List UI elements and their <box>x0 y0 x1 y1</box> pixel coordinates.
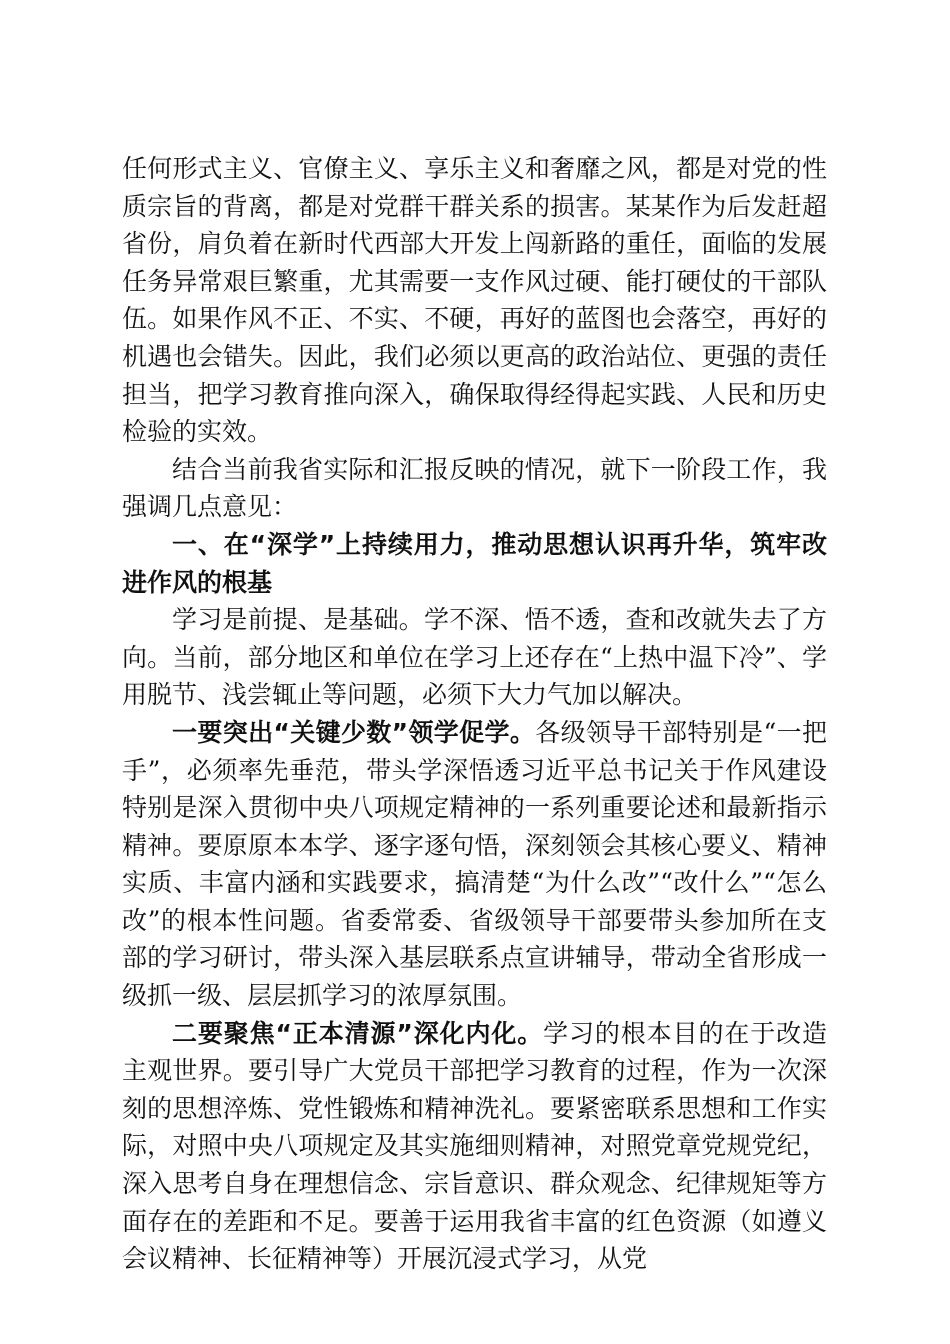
paragraph-study-foundation: 学习是前提、是基础。学不深、悟不透，查和改就失去了方向。当前，部分地区和单位在学习上还存在“上热中温下冷”、学用脱节、浅尝辄止等问题，必须下大力气加以解决。 <box>122 605 827 710</box>
document-body <box>122 150 827 1278</box>
text-root-cause: 学习的根本目的在于改造主观世界。要引导广大党员干部把学习教育的过程，作为一次深刻的思想淬炼、党性锻炼和精神洗礼。要紧密联系思想和工作实际，对照中央八项规定及其实施细则精神，对照党章党规党纪，深入思考自身在理想信念、宗旨意识、群众观念、纪律规矩等方面存在的差距和不足。要善于运用我省丰富的红色资源（如遵义会议精神、长征精神等）开展沉浸式学习，从党 <box>122 1018 827 1274</box>
section-heading-deep-study: 一、在“深学”上持续用力，推动思想认识再升华，筑牢改进作风的根基 <box>122 529 827 597</box>
paragraph-root-cause <box>122 1015 827 1278</box>
lead-root-cause: 二要聚焦“正本清源”深化内化。 <box>172 1018 544 1048</box>
text-key-minority: 各级领导干部特别是“一把手”，必须率先垂范，带头学深悟透习近平总书记关于作风建设特别是深入贯彻中央八项规定精神的一系列重要论述和最新指示精神。要原原本本学、逐字逐句悟，深刻领会其核心要义、精神实质、丰富内涵和实践要求，搞清楚“为什么改”“改什么”“怎么改”的根本性问题。省委常委、省级领导干部要带头参加所在支部的学习研讨，带头深入基层联系点宣讲辅导，带动全省形成一级抓一级、层层抓学习的浓厚氛围。 <box>122 717 827 1011</box>
paragraph-key-minority <box>122 714 827 1015</box>
paragraph-opinions-intro: 结合当前我省实际和汇报反映的情况，就下一阶段工作，我强调几点意见： <box>122 454 827 522</box>
lead-key-minority: 一要突出“关键少数”领学促学。 <box>172 717 536 747</box>
paragraph-intro: 任何形式主义、官僚主义、享乐主义和奢靡之风，都是对党的性质宗旨的背离，都是对党群干群关系的损害。某某作为后发赶超省份，肩负着在新时代西部大开发上闯新路的重任，面临的发展任务异常艰巨繁重，尤其需要一支作风过硬、能打硬仗的干部队伍。如果作风不正、不实、不硬，再好的蓝图也会落空，再好的机遇也会错失。因此，我们必须以更高的政治站位、更强的责任担当，把学习教育推向深入，确保取得经得起实践、人民和历史检验的实效。 <box>122 154 827 447</box>
